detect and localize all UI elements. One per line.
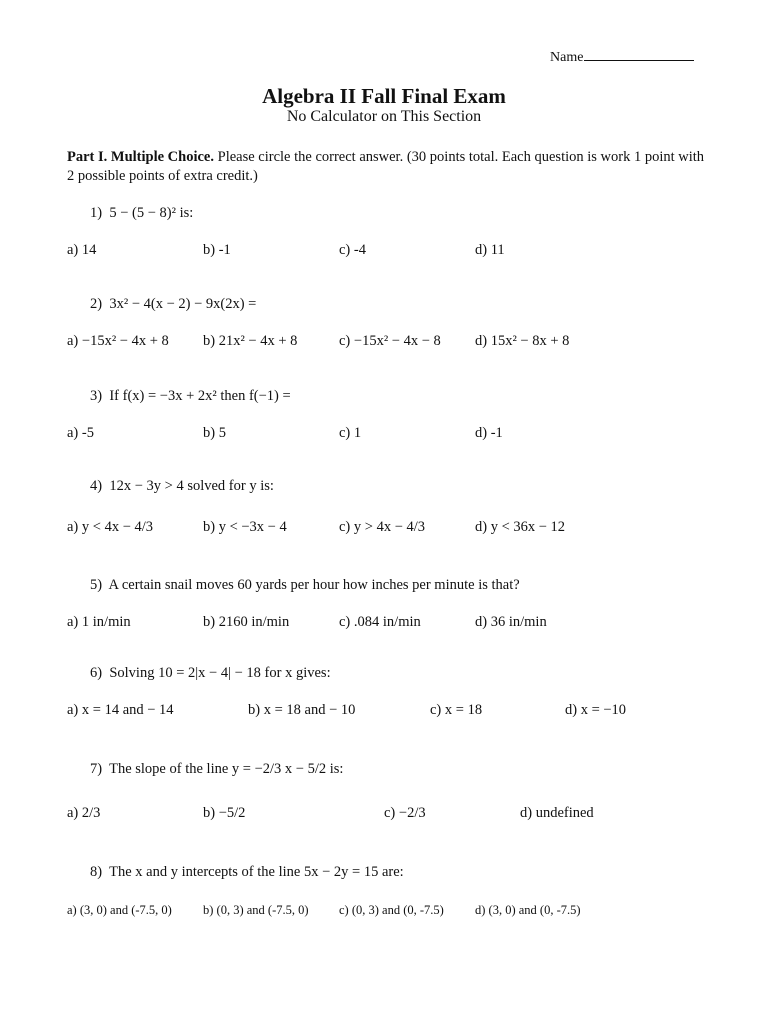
- name-label: Name: [550, 50, 584, 65]
- q2-option-a[interactable]: a) −15x² − 4x + 8: [67, 333, 169, 349]
- question-number: 5): [90, 577, 103, 593]
- q5-option-a[interactable]: a) 1 in/min: [67, 614, 131, 630]
- question-number: 8): [90, 864, 103, 880]
- question-prompt: If f(x) = −3x + 2x² then f(−1) =: [109, 388, 291, 404]
- q4-option-b[interactable]: b) y < −3x − 4: [203, 519, 287, 535]
- question-number: 6): [90, 665, 103, 681]
- exam-title: Algebra II Fall Final Exam: [262, 84, 506, 108]
- question-5: [90, 577, 520, 594]
- question-number: 7): [90, 761, 103, 777]
- question-prompt: 12x − 3y > 4 solved for y is:: [109, 478, 274, 494]
- question-number: 1): [90, 205, 103, 221]
- part-label: Part I. Multiple Choice.: [67, 149, 214, 165]
- question-7: [90, 761, 343, 778]
- q7-option-d[interactable]: d) undefined: [520, 805, 594, 821]
- q6-option-a[interactable]: a) x = 14 and − 14: [67, 702, 174, 718]
- question-prompt: 3x² − 4(x − 2) − 9x(2x) =: [109, 296, 257, 312]
- question-1: [90, 205, 193, 222]
- q1-option-d[interactable]: d) 11: [475, 242, 505, 258]
- q5-option-c[interactable]: c) .084 in/min: [339, 614, 421, 630]
- name-blank-line[interactable]: [584, 46, 694, 61]
- q3-option-d[interactable]: d) -1: [475, 425, 503, 441]
- q8-option-a[interactable]: a) (3, 0) and (-7.5, 0): [67, 903, 172, 917]
- question-prompt: The slope of the line y = −2/3 x − 5/2 is:: [109, 761, 344, 777]
- question-prompt: Solving 10 = 2|x − 4| − 18 for x gives:: [109, 665, 331, 681]
- question-6: [90, 665, 331, 682]
- q7-option-c[interactable]: c) −2/3: [384, 805, 426, 821]
- instructions-text: Please circle the correct answer. (30 points total. Each question is work 1 point with 2 possible points of extra credit.): [67, 149, 705, 184]
- q2-option-d[interactable]: d) 15x² − 8x + 8: [475, 333, 570, 349]
- q7-option-a[interactable]: a) 2/3: [67, 805, 101, 821]
- q3-option-a[interactable]: a) -5: [67, 425, 94, 441]
- q3-option-b[interactable]: b) 5: [203, 425, 226, 441]
- q4-option-d[interactable]: d) y < 36x − 12: [475, 519, 566, 535]
- question-prompt: 5 − (5 − 8)² is:: [109, 205, 194, 221]
- question-2: [90, 296, 256, 313]
- q1-option-b[interactable]: b) -1: [203, 242, 231, 258]
- name-field[interactable]: [550, 46, 694, 66]
- question-number: 2): [90, 296, 103, 312]
- q1-option-a[interactable]: a) 14: [67, 242, 97, 258]
- question-4: [90, 478, 274, 495]
- q6-option-b[interactable]: b) x = 18 and − 10: [248, 702, 356, 718]
- exam-subtitle: No Calculator on This Section: [286, 108, 482, 125]
- q5-option-b[interactable]: b) 2160 in/min: [203, 614, 290, 630]
- q4-option-c[interactable]: c) y > 4x − 4/3: [339, 519, 426, 535]
- q5-option-d[interactable]: d) 36 in/min: [475, 614, 547, 630]
- question-number: 4): [90, 478, 103, 494]
- question-prompt: A certain snail moves 60 yards per hour how inches per minute is that?: [108, 577, 520, 593]
- q8-option-c[interactable]: c) (0, 3) and (0, -7.5): [339, 903, 444, 917]
- q2-option-b[interactable]: b) 21x² − 4x + 8: [203, 333, 298, 349]
- question-prompt: The x and y intercepts of the line 5x − 2y = 15 are:: [109, 864, 404, 880]
- q8-option-d[interactable]: d) (3, 0) and (0, -7.5): [475, 903, 581, 917]
- q6-option-d[interactable]: d) x = −10: [565, 702, 627, 718]
- question-3: [90, 388, 291, 405]
- instructions: [67, 148, 707, 186]
- q8-option-b[interactable]: b) (0, 3) and (-7.5, 0): [203, 903, 309, 917]
- question-number: 3): [90, 388, 103, 404]
- q6-option-c[interactable]: c) x = 18: [430, 702, 483, 718]
- q1-option-c[interactable]: c) -4: [339, 242, 366, 258]
- question-8: [90, 864, 404, 881]
- q7-option-b[interactable]: b) −5/2: [203, 805, 246, 821]
- q2-option-c[interactable]: c) −15x² − 4x − 8: [339, 333, 441, 349]
- q3-option-c[interactable]: c) 1: [339, 425, 362, 441]
- q4-option-a[interactable]: a) y < 4x − 4/3: [67, 519, 154, 535]
